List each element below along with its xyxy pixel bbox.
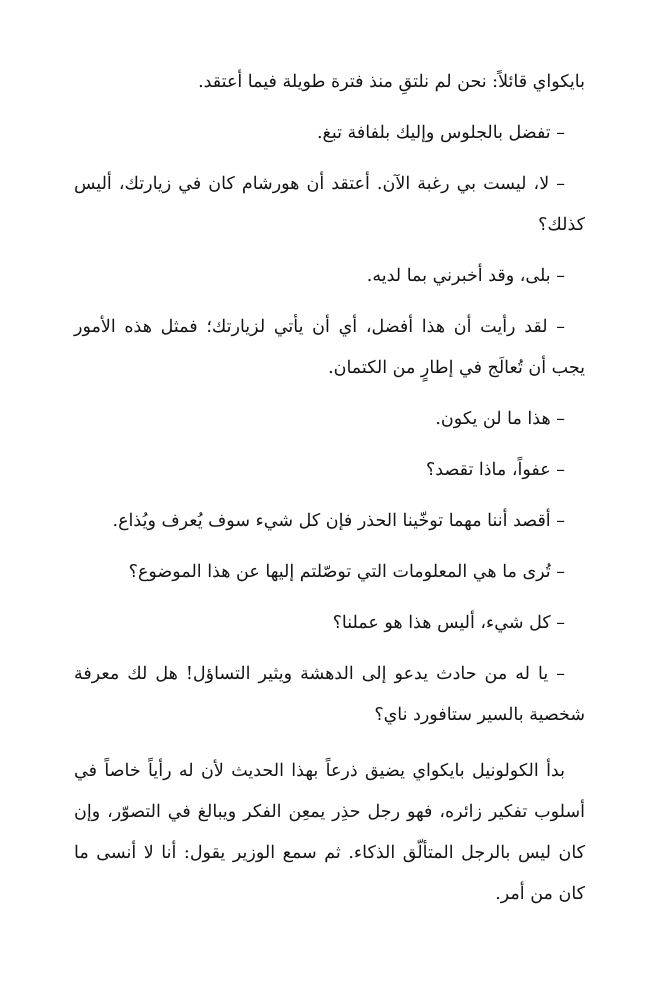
book-page bbox=[74, 62, 585, 915]
dialogue-line: – هذا ما لن يكون. bbox=[435, 409, 565, 429]
dialogue-line: – تُرى ما هي المعلومات التي توصّلتم إليها عن هذا الموضوع؟ bbox=[128, 562, 565, 582]
dialogue-line: – كل شيء، أليس هذا هو عملنا؟ bbox=[332, 613, 565, 633]
dialogue-line: – لا، ليست بي رغبة الآن. أعتقد أن هورشام كان في زيارتك، أليس كذلك؟ bbox=[74, 174, 585, 235]
dialogue-line: – تفضل بالجلوس وإليك بلفافة تبغ. bbox=[316, 123, 565, 143]
dialogue-line: – بلى، وقد أخبرني بما لديه. bbox=[366, 266, 565, 286]
dialogue-line: – عفواً، ماذا تقصد؟ bbox=[425, 460, 565, 480]
narration-paragraph: بايكواي قائلاً: نحن لم نلتقِ منذ فترة طويلة فيما أعتقد. bbox=[198, 72, 585, 92]
dialogue-line: – يا له من حادث يدعو إلى الدهشة ويثير التساؤل! هل لك معرفة شخصية بالسير ستافورد ناي؟ bbox=[74, 664, 585, 725]
dialogue-line: – أقصد أننا مهما توخّينا الحذر فإن كل شيء سوف يُعرف ويُذاع. bbox=[112, 511, 565, 531]
dialogue-line: – لقد رأيت أن هذا أفضل، أي أن يأتي لزيارتك؛ فمثل هذه الأمور يجب أن تُعالَج في إطارٍ من الكتمان. bbox=[74, 317, 585, 378]
narration-paragraph: بدأ الكولونيل بايكواي يضيق ذرعاً بهذا الحديث لأن له رأياً خاصاً في أسلوب تفكير زائره، فهو رجل حذِر يمعِن الفكر ويبالغ في التصوّر، وإن كان ليس بالرجل المتألّق الذكاء. ثم سمع الوزير يقول: أنا لا أنسى ما كان من أمر. bbox=[74, 761, 585, 904]
